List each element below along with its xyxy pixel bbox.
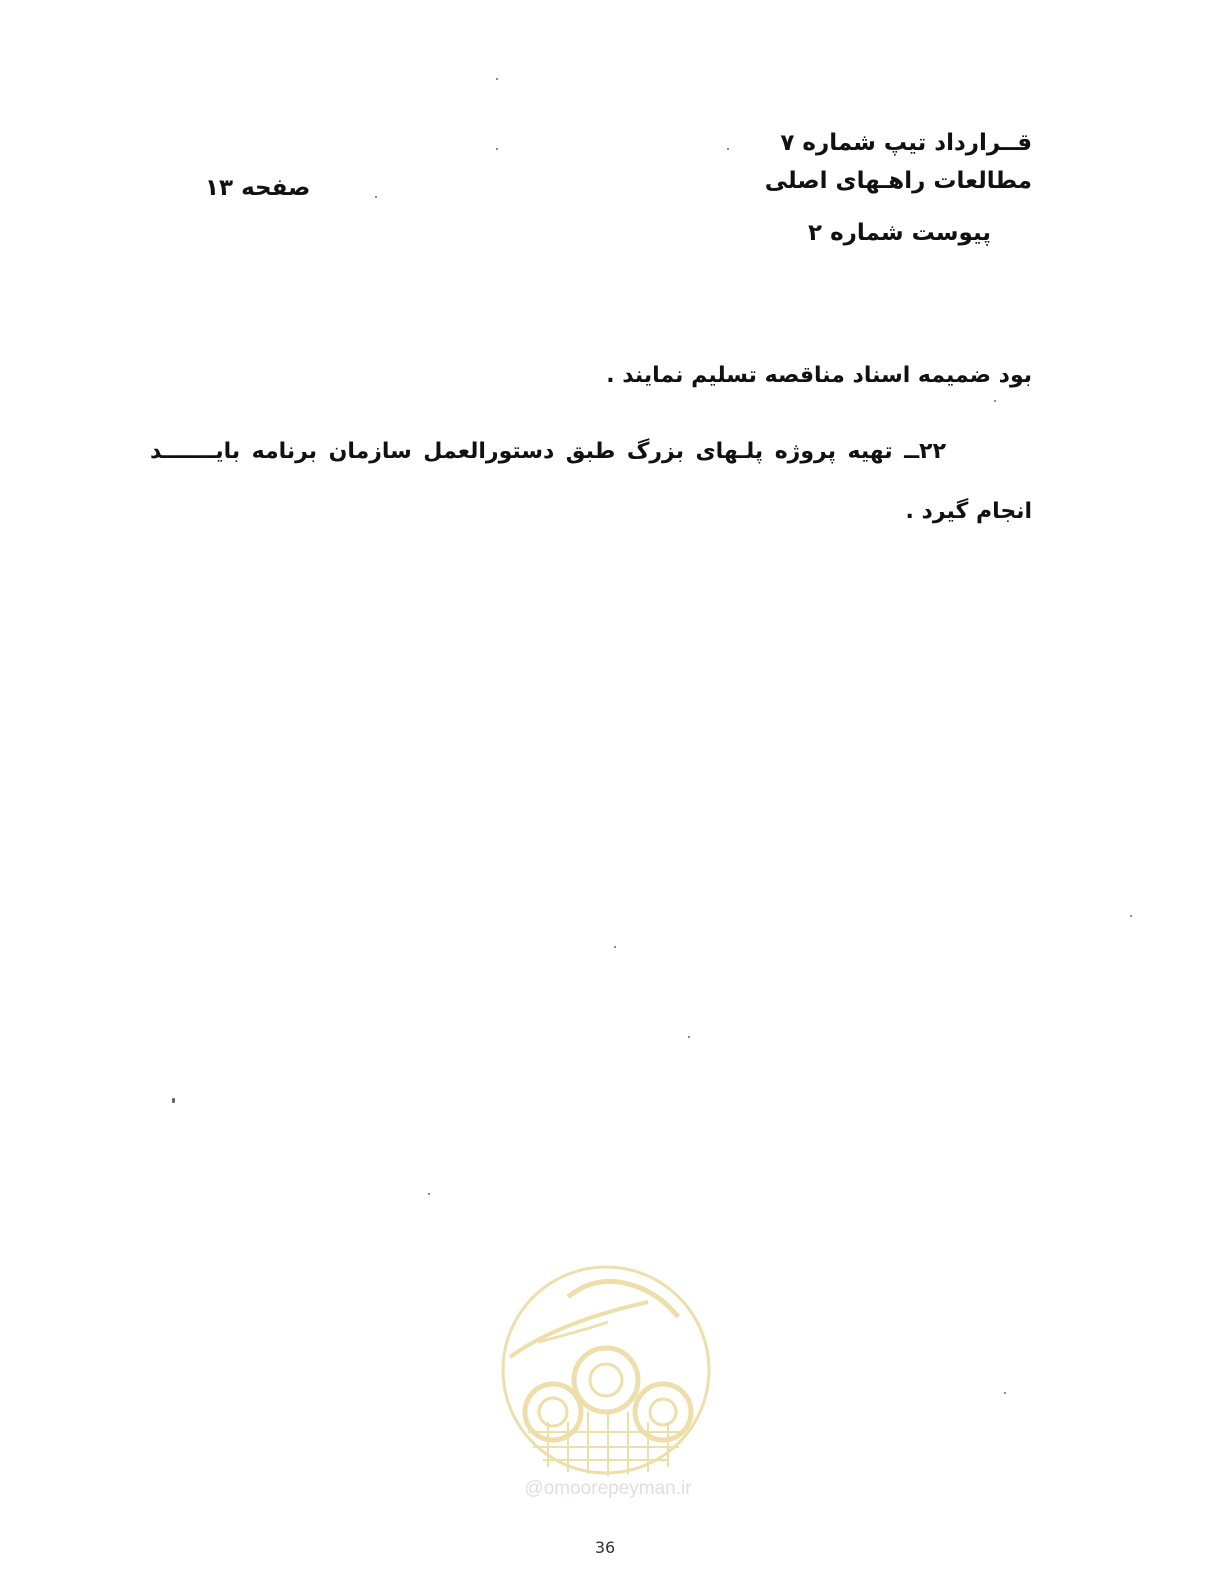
page-number: 36 — [594, 1538, 616, 1557]
appendix-heading: پیوست شماره ۲ — [808, 220, 991, 246]
scan-speck — [172, 1098, 175, 1103]
scan-speck — [688, 1036, 690, 1038]
watermark-seal-icon — [503, 1267, 709, 1476]
scan-speck — [1004, 1392, 1006, 1394]
page-reference: صفحه ۱۳ — [205, 175, 311, 201]
watermark-url: @omoorepeyman.ir — [524, 1478, 692, 1499]
watermark-logo-icon — [498, 1262, 714, 1478]
scan-speck — [496, 78, 498, 80]
scan-speck — [375, 196, 377, 198]
scan-speck — [496, 148, 498, 150]
study-title-heading: مطالعات راهـهای اصلی — [764, 168, 1032, 194]
scan-speck — [428, 1193, 430, 1195]
scan-speck — [994, 400, 996, 402]
scan-speck — [1130, 915, 1132, 917]
body-paragraph-line-1: بود ضمیمه اسناد مناقصه تسلیم نمایند . — [606, 363, 1032, 388]
scan-speck — [614, 946, 616, 948]
body-paragraph-line-3: انجام گیرد . — [905, 499, 1032, 524]
body-paragraph-line-2: ۲۲ــ تهیه پروژه پلـهای بزرگ طبق دستورالعمل سازمان برنامه بایـــــــد — [150, 439, 946, 464]
scan-speck — [727, 148, 729, 150]
contract-type-heading: قــرارداد تیپ شماره ۷ — [780, 130, 1032, 156]
